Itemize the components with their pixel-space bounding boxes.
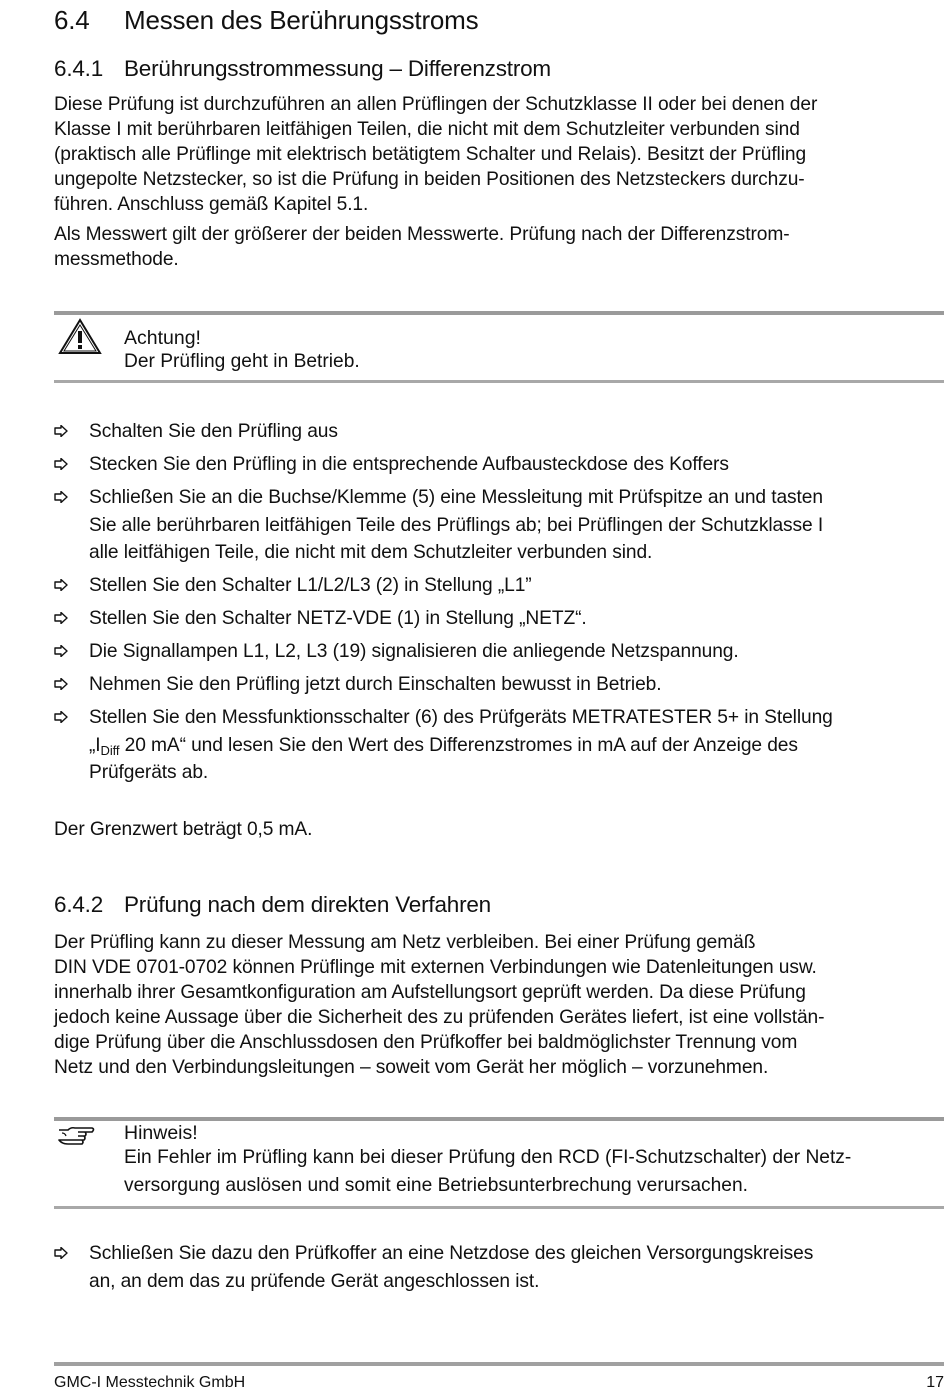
subsection-title: Berührungsstrommessung – Differenzstrom [124,56,551,81]
section-number: 6.4 [54,5,90,35]
note-bottom-rule [54,1206,944,1209]
arrow-right-icon [54,491,68,503]
step-text: Stellen Sie den Schalter NETZ-VDE (1) in Stellung „NETZ“. [89,608,587,629]
step-text: Stellen Sie den Schalter L1/L2/L3 (2) in Stellung „L1” [89,575,532,596]
final-step-list [54,1240,934,1301]
step-text: Schalten Sie den Prüfling aus [89,421,338,442]
intro-paragraph [54,92,934,217]
step-list [54,418,934,792]
list-item [54,638,934,666]
text-line: Netz und den Verbindungsleitungen – soweit vom Gerät her möglich – vorzunehmen. [54,1057,769,1078]
text-line: Als Messwert gilt der größerer der beiden Messwerte. Prüfung nach der Differenzstrom- [54,224,790,245]
footer-company: GMC-I Messtechnik GmbH [54,1374,246,1391]
arrow-right-icon [54,1247,68,1259]
note-title: Hinweis! [124,1122,198,1144]
text-line: ungepolte Netzstecker, so ist die Prüfung in beiden Positionen des Netzsteckers durchzu- [54,169,805,190]
text-line: jedoch keine Aussage über die Sicherheit des zu prüfenden Gerätes liefert, ist eine vollstän- [54,1007,825,1028]
step-text: 20 mA“ und lesen Sie den Wert des Differenzstromes in mA auf der Anzeige des [119,734,798,756]
text-line: führen. Anschluss gemäß Kapitel 5.1. [54,194,369,215]
list-item [54,484,934,567]
warning-text: Der Prüfling geht in Betrieb. [124,351,360,372]
list-item [54,572,934,600]
footer-rule [54,1362,944,1366]
step-text: Stellen Sie den Messfunktionsschalter (6) des Prüfgeräts METRATESTER 5+ in Stellung [89,707,833,728]
text-line: Der Prüfling kann zu dieser Messung am Netz verbleiben. Bei einer Prüfung gemäß [54,932,756,953]
warning-triangle-icon [58,318,102,356]
step-text: Stecken Sie den Prüfling in die entsprechende Aufbausteckdose des Koffers [89,454,729,475]
warning-title: Achtung! [124,327,201,349]
subsection-heading-6-4-2 [54,891,491,919]
text-line: versorgung auslösen und somit eine Betriebsunterbrechung verursachen. [124,1175,748,1196]
list-item [54,418,934,446]
text-line: messmethode. [54,249,179,270]
text-line: (praktisch alle Prüflinge mit elektrisch betätigtem Schalter und Relais). Besitzt der Prüfling [54,144,807,165]
warning-bottom-rule [54,380,944,383]
arrow-right-icon [54,458,68,470]
step-text: Nehmen Sie den Prüfling jetzt durch Einschalten bewusst in Betrieb. [89,674,662,695]
step-text: Die Signallampen L1, L2, L3 (19) signalisieren die anliegende Netzspannung. [89,641,739,662]
arrow-right-icon [54,678,68,690]
step-text: Schließen Sie an die Buchse/Klemme (5) eine Messleitung mit Prüfspitze an und tasten [89,487,823,508]
step-text: Prüfgeräts ab. [89,762,209,783]
text-line: DIN VDE 0701-0702 können Prüflinge mit externen Verbindungen wie Datenleitungen usw. [54,957,817,978]
subsection-title: Prüfung nach dem direkten Verfahren [124,892,491,917]
text-line: Klasse I mit berührbaren leitfähigen Teilen, die nicht mit dem Schutzleiter verbunden sind [54,119,800,140]
text-line: Diese Prüfung ist durchzuführen an allen Prüflingen der Schutzklasse II oder bei denen der [54,94,818,115]
measurement-paragraph [54,222,934,272]
subsection-heading-6-4-1 [54,55,551,83]
step-text: Schließen Sie dazu den Prüfkoffer an eine Netzdose des gleichen Versorgungskreises [89,1243,814,1264]
arrow-right-icon [54,579,68,591]
limit-value-text: Der Grenzwert beträgt 0,5 mA. [54,819,313,840]
section-heading [54,4,478,36]
list-item [54,671,934,699]
subsection-number: 6.4.1 [54,56,104,81]
step-text: Sie alle berührbaren leitfähigen Teile des Prüflings ab; bei Prüflingen der Schutzklasse I [89,514,824,536]
pointing-hand-icon [56,1124,96,1146]
step-text: an, an dem das zu prüfende Gerät angeschlossen ist. [89,1270,540,1292]
text-line: innerhalb ihrer Gesamtkonfiguration am Aufstellungsort geprüft werden. Da diese Prüfung [54,982,806,1003]
list-item [54,605,934,633]
step-text-prefix: „I [89,734,101,756]
section-title: Messen des Berührungsstroms [124,5,479,35]
arrow-right-icon [54,425,68,437]
list-item [54,704,934,787]
list-item [54,451,934,479]
text-line: Ein Fehler im Prüfling kann bei dieser Prüfung den RCD (FI-Schutzschalter) der Netz- [124,1147,852,1168]
page-number: 17 [926,1374,944,1391]
arrow-right-icon [54,645,68,657]
step-text: alle leitfähigen Teile, die nicht mit dem Schutzleiter verbunden sind. [89,542,653,563]
note-text [124,1144,944,1200]
direct-method-paragraph [54,930,934,1080]
warning-top-rule [54,311,944,315]
subsection-number: 6.4.2 [54,892,104,917]
arrow-right-icon [54,711,68,723]
diff-subscript: Diff [100,742,120,758]
arrow-right-icon [54,612,68,624]
text-line: dige Prüfung über die Anschlussdosen den Prüfkoffer bei baldmöglichster Trennung vom [54,1032,798,1053]
list-item [54,1240,934,1295]
